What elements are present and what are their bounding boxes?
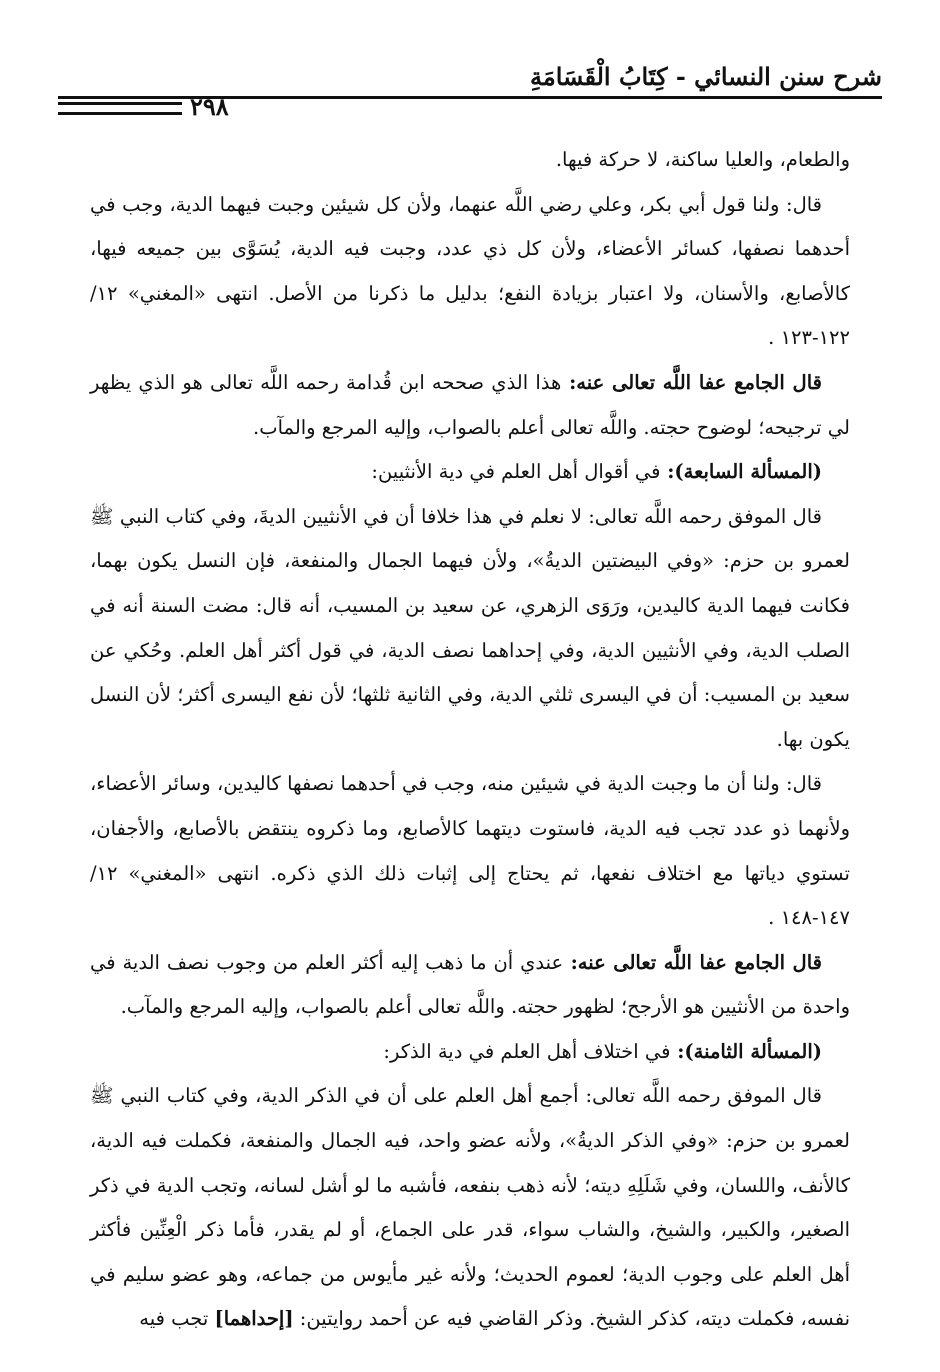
page-body [90,138,850,1342]
paragraph [90,183,850,361]
section-heading [90,1030,850,1075]
running-title: شرح سنن النسائي - كِتَابُ الْقَسَامَةِ [530,62,882,91]
paragraph-text: قال: ولنا أن ما وجبت الدية في شيئين منه، وجب في أحدهما نصفها كاليدين، وسائر الأعضاء، ولأنهما ذو عدد تجب فيه الدية، فاستوت ديتهما كالأصابع، وما ذكروه ينتقض بالأصابع، والأجفان، تستوي دياتها مع اختلاف نفعها، ثم يحتاج إلى إثبات ذلك الذي ذكره. انتهى «المغني» ١٢/ ١٤٧-١٤٨ . [90,772,850,930]
section-heading [90,450,850,495]
paragraph-text: قال: ولنا قول أبي بكر، وعلي رضي اللَّه عنهما، ولأن كل شيئين وجبت فيهما الدية، وجب في أحدهما نصفها، كسائر الأعضاء، ولأن كل ذي عدد، وجبت فيه الدية، يُسَوَّى بين جميعه فيها، كالأصابع، والأسنان، ولا اعتبار بزيادة النفع؛ بدليل ما ذكرنا من الأصل. انتهى «المغني» ١٢/ ١٢٢-١٢٣ . [90,192,850,350]
paragraph-text: والطعام، والعليا ساكنة، لا حركة فيها. [555,148,850,171]
section-heading-label: (المسألة السابعة): [660,460,822,484]
page-number: ٢٩٨ [190,92,229,121]
paragraph [90,762,850,940]
section-heading-label: (المسألة الثامنة): [670,1039,822,1063]
paragraph [90,941,850,1030]
section-heading-text: في أقوال أهل العلم في دية الأنثيين: [371,460,661,484]
section-heading-text: في اختلاف أهل العلم في دية الذكر: [383,1039,671,1063]
paragraph [90,361,850,450]
paragraph [90,1074,850,1342]
page-number-double-rule [58,102,182,115]
paragraph-lead-bold: قال الجامع عفا اللَّه تعالى عنه: [561,370,822,394]
header-rule [58,96,882,99]
paragraph [90,138,850,183]
paragraph-bold-term: [إحداهما] [214,1307,294,1331]
paragraph-text: هذا الذي صححه ابن قُدامة رحمه اللَّه تعالى هو الذي يظهر لي ترجيحه؛ لوضوح حجته. واللَّه تعالى أعلم بالصواب، وإليه المرجع والمآب. [90,370,850,439]
paragraph-text-end: تجب فيه [139,1307,215,1331]
paragraph-text: قال الموفق رحمه اللَّه تعالى: أجمع أهل العلم على أن في الذكر الدية، وفي كتاب النبي ﷺ لعمرو بن حزم: «وفي الذكر الديةُ»، ولأنه عضو واحد، فيه الجمال والمنفعة، فكملت فيه الدية، كالأنف، واللسان، وفي شَلَلِهِ ديته؛ لأنه ذهب بنفعه، فأشبه ما لو أشل لسانه، وتجب الدية في ذكر الصغير، والكبير، والشيخ، والشاب سواء، قدر على الجماع، أو لم يقدر، فأما ذكر الْعِنِّين فأكثر أهل العلم على وجوب الدية؛ لعموم الحديث؛ ولأنه غير مأيوس من جماعه، وهو عضو سليم في نفسه، فكملت ديته، كذكر الشيخ. وذكر القاضي فيه عن أحمد روايتين: [90,1084,850,1331]
page-header [58,52,882,152]
paragraph-text: قال الموفق رحمه اللَّه تعالى: لا نعلم في هذا خلافا أن في الأنثيين الديةَ، وفي كتاب النبي ﷺ لعمرو بن حزم: «وفي البيضتين الديةُ»، ولأن فيهما الجمال والمنفعة، فإن النسل يكون بهما، فكانت فيهما الدية كاليدين، ورَوَى الزهري، عن سعيد بن المسيب، أنه قال: مضت السنة أنه في الصلب الدية، وفي الأنثيين الدية، وفي إحداهما نصف الدية، في قول أكثر أهل العلم. وحُكي عن سعيد بن المسيب: أن في اليسرى ثلثي الدية، وفي الثانية ثلثها؛ لأن نفع اليسرى أكثر؛ لأن النسل يكون بها. [90,504,850,751]
paragraph [90,495,850,763]
paragraph-text: عندي أن ما ذهب إليه أكثر العلم من وجوب نصف الدية في واحدة من الأنثيين هو الأرجح؛ لظهور حجته. واللَّه تعالى أعلم بالصواب، وإليه المرجع والمآب. [90,950,850,1019]
paragraph-lead-bold: قال الجامع عفا اللَّه تعالى عنه: [563,950,822,974]
